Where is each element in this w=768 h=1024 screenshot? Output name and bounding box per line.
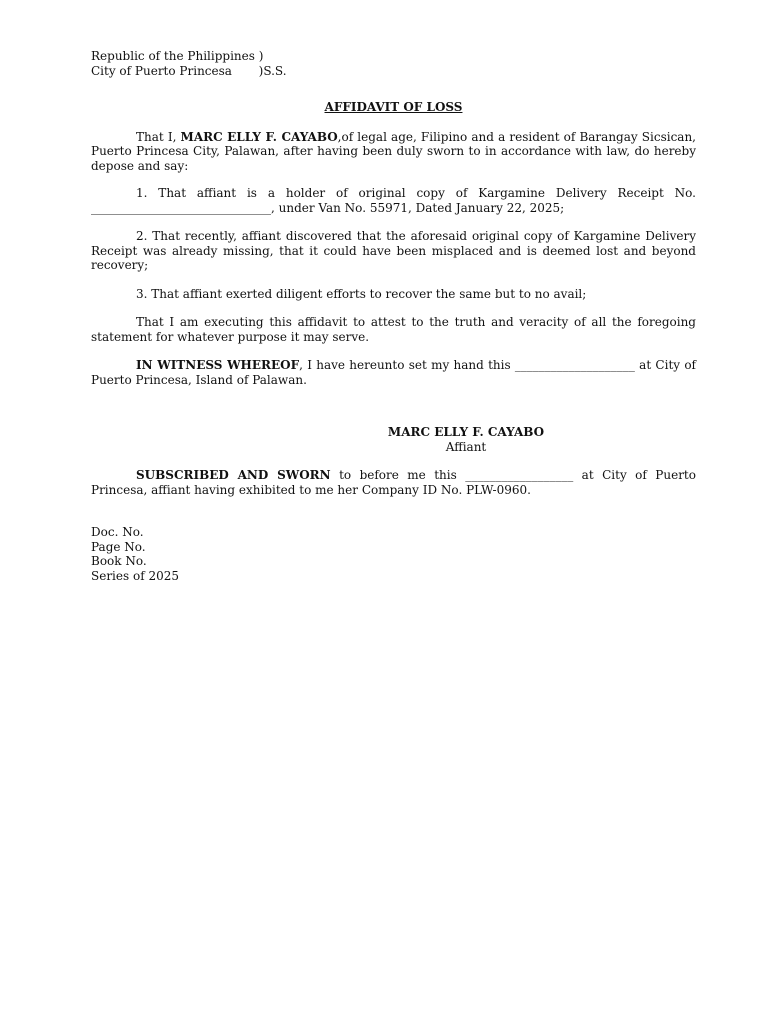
jurat-lead: SUBSCRIBED AND SWORN bbox=[136, 468, 331, 482]
statement-item-1: 1. That affiant is a holder of original copy of Kargamine Delivery Receipt No. ______________________________, under Van No. 55971, Dated January 22, 2025; bbox=[91, 186, 696, 215]
doc-number: Doc. No. bbox=[91, 525, 144, 539]
intro-paragraph bbox=[91, 130, 696, 174]
book-number: Book No. bbox=[91, 554, 147, 568]
venue-header bbox=[91, 49, 696, 78]
statement-item-2: 2. That recently, affiant discovered that the aforesaid original copy of Kargamine Delivery Receipt was already missing, that it could have been misplaced and is deemed lost and beyond recovery; bbox=[91, 229, 696, 272]
affidavit-page bbox=[91, 49, 696, 583]
statement-item-3: 3. That affiant exerted diligent efforts to recover the same but to no avail; bbox=[136, 286, 587, 301]
page-number: Page No. bbox=[91, 539, 146, 554]
witness-paragraph bbox=[91, 358, 696, 387]
intro-lead: That I, bbox=[136, 129, 181, 144]
signature-name: MARC ELLY F. CAYABO bbox=[387, 425, 545, 439]
jurat-rest: to before me this __________________ at City of Puerto Princesa, affiant having exhibited to me her Company ID No. PLW-0960. bbox=[91, 468, 696, 497]
document-title: AFFIDAVIT OF LOSS bbox=[324, 100, 463, 114]
affiant-name-inline: MARC ELLY F. CAYABO bbox=[180, 129, 338, 144]
witness-rest: , I have hereunto set my hand this ____________________ at City of Puerto Princesa, Island of Palawan. bbox=[91, 358, 696, 387]
notarial-register-block bbox=[91, 525, 696, 583]
signature-role: Affiant bbox=[445, 439, 487, 454]
intro-rest: ,of legal age, Filipino and a resident of Barangay Sicsican, Puerto Princesa City, Palawan, after having been duly sworn to in accordance with law, do hereby depose and say: bbox=[91, 129, 696, 173]
attest-paragraph: That I am executing this affidavit to attest to the truth and veracity of all the foregoing statement for whatever purpose it may serve. bbox=[91, 315, 696, 344]
venue-city: City of Puerto Princesa )S.S. bbox=[91, 63, 287, 78]
venue-republic: Republic of the Philippines ) bbox=[91, 49, 264, 63]
signature-block bbox=[321, 425, 611, 454]
series-year: Series of 2025 bbox=[91, 568, 179, 583]
witness-lead: IN WITNESS WHEREOF bbox=[136, 358, 300, 372]
jurat-paragraph bbox=[91, 468, 696, 497]
